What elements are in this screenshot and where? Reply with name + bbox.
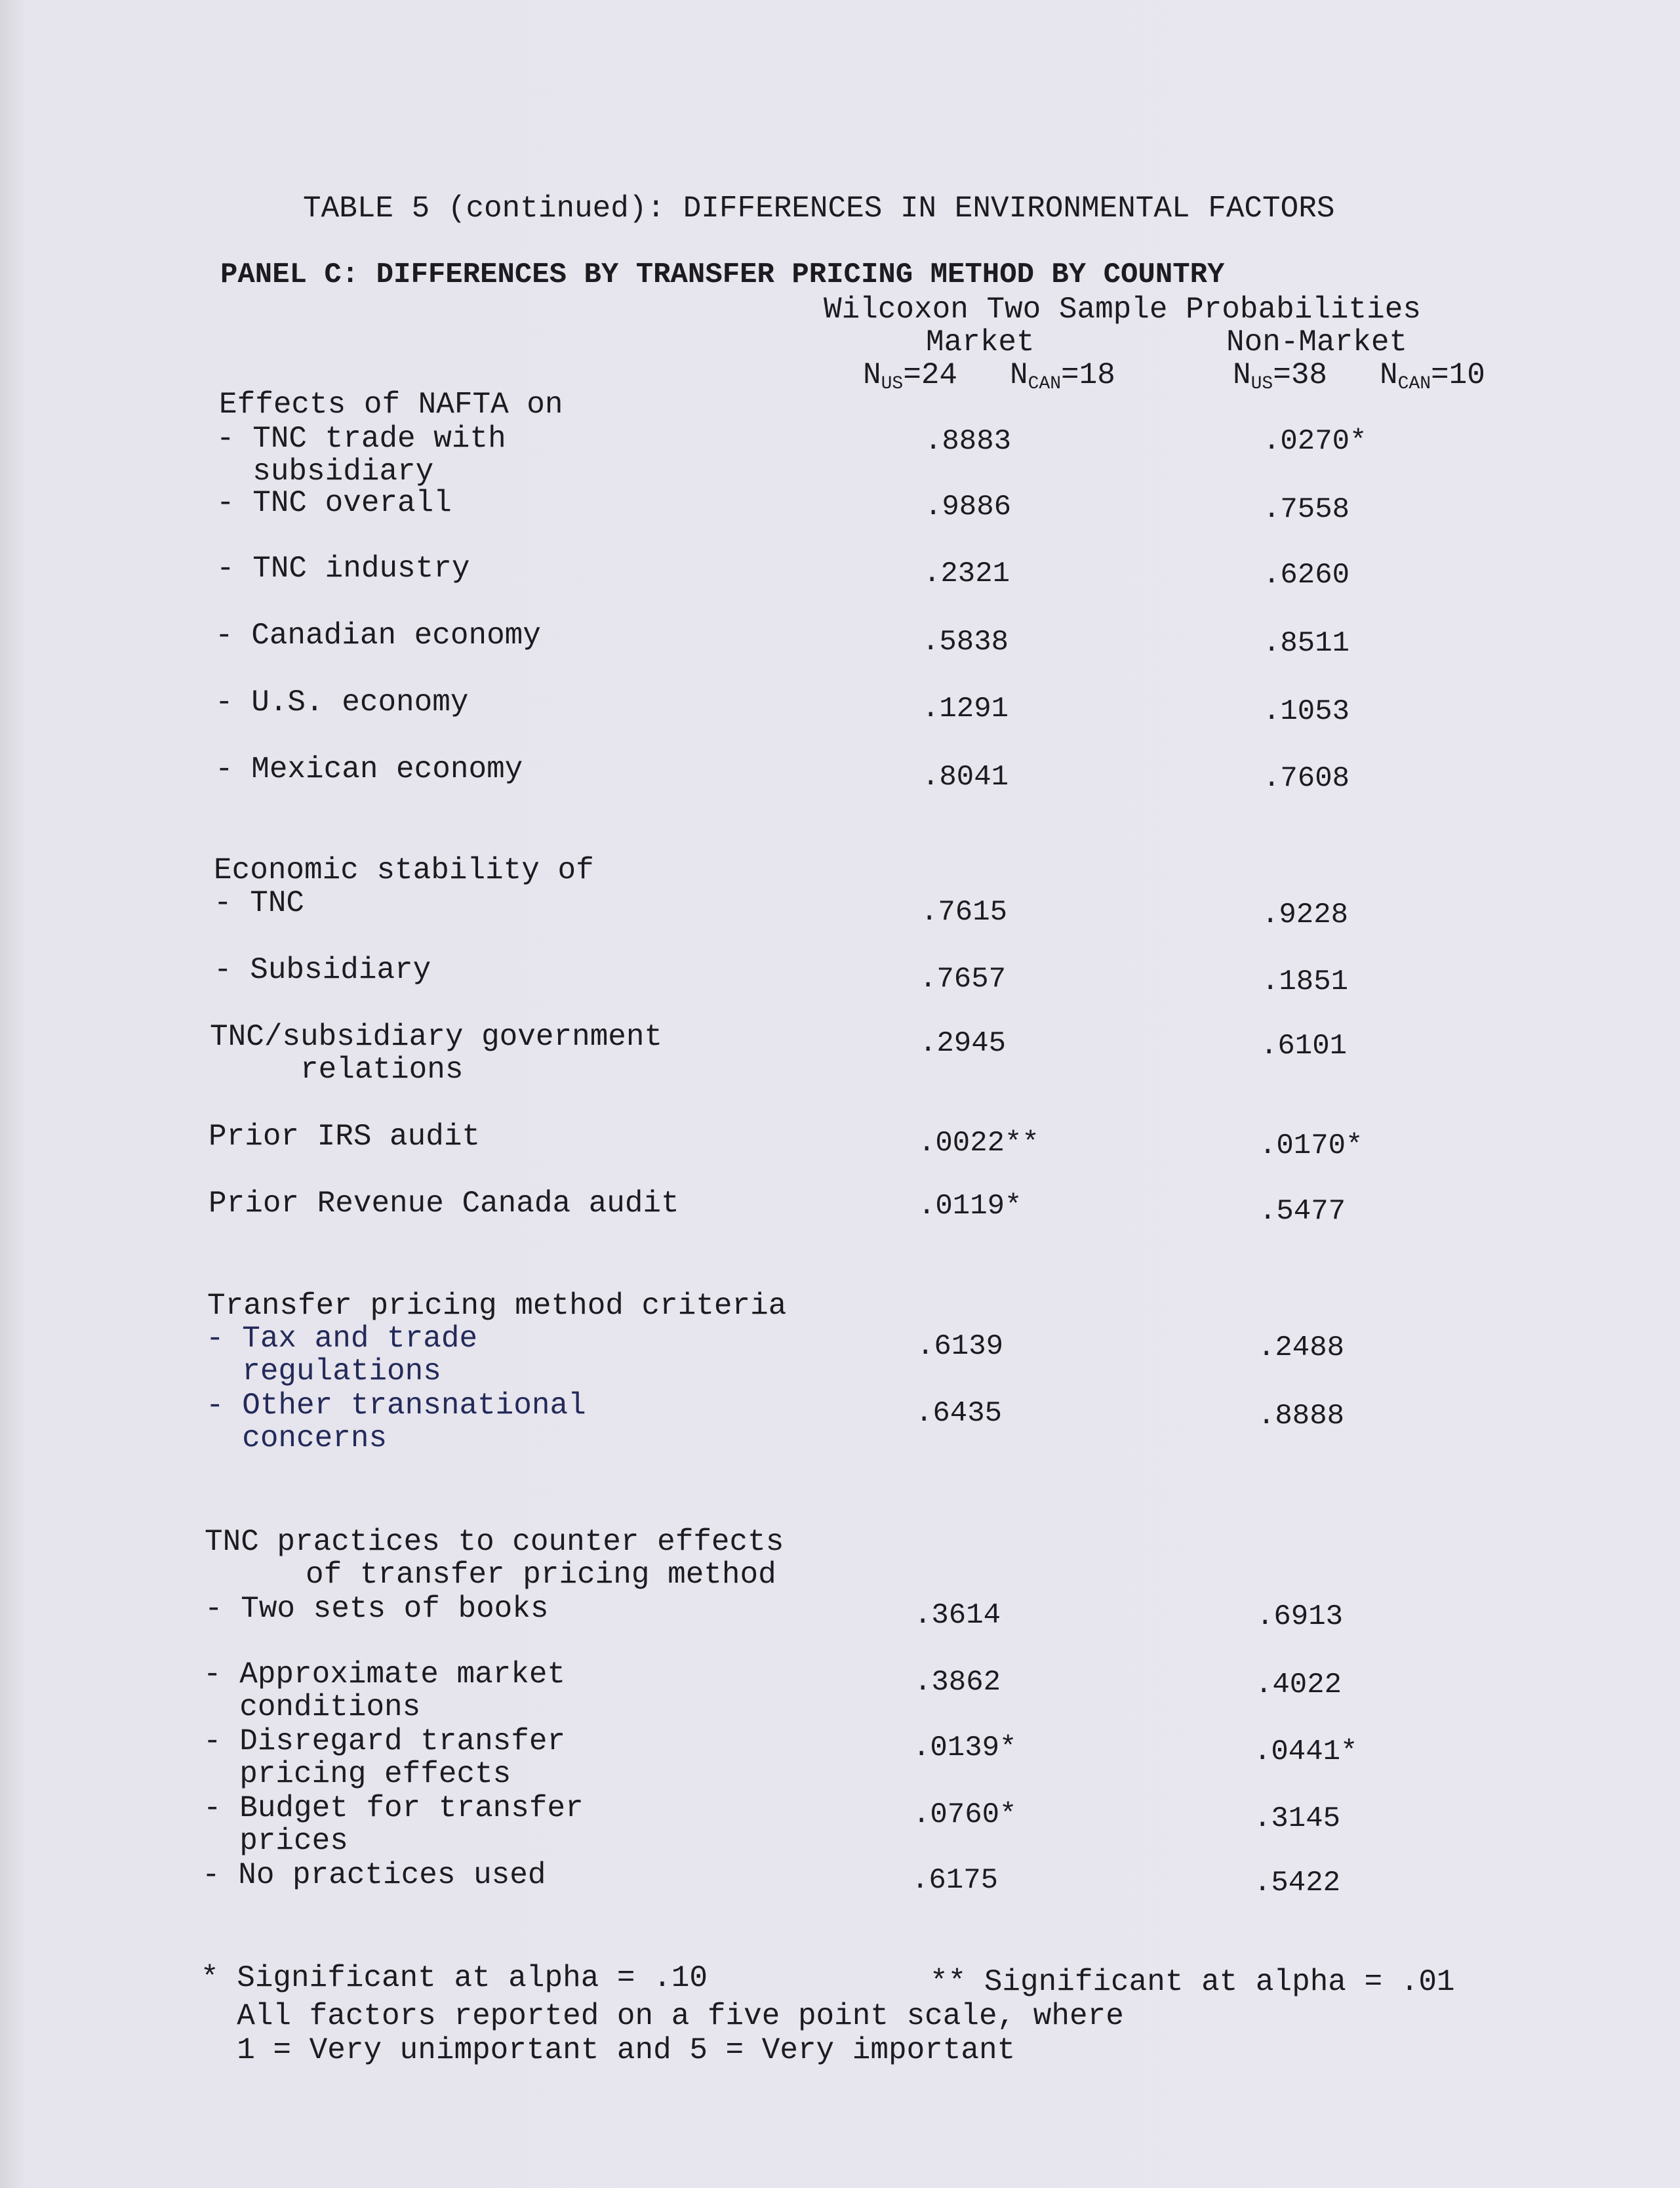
- market-value: .7657: [919, 963, 1007, 996]
- nonmarket-value: .1053: [1263, 695, 1350, 728]
- row-label: - Budget for transfer prices: [203, 1791, 584, 1858]
- row-label: - Tax and trade regulations: [206, 1322, 478, 1388]
- market-value: .2945: [919, 1027, 1007, 1060]
- market-value: .2321: [923, 557, 1010, 590]
- section-criteria: Transfer pricing method criteria: [207, 1289, 787, 1323]
- section-practices-cont: of transfer pricing method: [306, 1558, 776, 1592]
- footnote-sig-10: * Significant at alpha = .10: [201, 1961, 708, 1995]
- market-value: .5838: [922, 626, 1009, 658]
- nonmarket-value: .2488: [1258, 1331, 1345, 1364]
- market-value: .9886: [925, 491, 1012, 523]
- market-value: .3614: [914, 1599, 1001, 1632]
- market-value: .6435: [915, 1397, 1003, 1430]
- market-value: .8883: [925, 425, 1012, 458]
- nonmarket-value: .8888: [1258, 1400, 1345, 1432]
- market-value: .6175: [911, 1864, 999, 1897]
- header-market: Market: [926, 325, 1035, 359]
- nonmarket-value: .0170*: [1259, 1129, 1363, 1162]
- row-label: - Disregard transfer pricing effects: [203, 1724, 566, 1791]
- market-value: .0119*: [918, 1190, 1022, 1223]
- nonmarket-value: .9228: [1262, 899, 1349, 931]
- row-label: - Subsidiary: [214, 953, 431, 987]
- nonmarket-value: .6260: [1263, 559, 1350, 592]
- nonmarket-value: .0270*: [1263, 425, 1367, 458]
- nonmarket-value: .1851: [1262, 965, 1349, 998]
- section-stability: Economic stability of: [214, 853, 594, 887]
- nonmarket-value: .7608: [1263, 762, 1350, 795]
- row-label: - No practices used: [202, 1858, 546, 1892]
- nonmarket-value: .3145: [1254, 1802, 1341, 1835]
- panel-title: PANEL C: DIFFERENCES BY TRANSFER PRICING METHOD BY COUNTRY: [220, 258, 1225, 291]
- header-nonmarket: Non-Market: [1226, 325, 1408, 359]
- nonmarket-value: .5477: [1259, 1195, 1346, 1228]
- row-label: - TNC overall: [216, 486, 452, 520]
- footnote-sig-01: ** Significant at alpha = .01: [930, 1965, 1455, 1999]
- row-label: - Mexican economy: [215, 752, 523, 786]
- nonmarket-value: .8511: [1263, 627, 1350, 660]
- row-label: TNC/subsidiary government relations: [210, 1020, 663, 1087]
- row-label: - Two sets of books: [205, 1592, 549, 1626]
- header-market-n-us: $N_{US}=24$: [863, 358, 958, 394]
- market-value: .7615: [921, 896, 1008, 929]
- market-value: .0139*: [913, 1732, 1017, 1764]
- row-label: - U.S. economy: [215, 685, 469, 719]
- row-label: - TNC trade with subsidiary: [216, 422, 506, 489]
- footnote-scale-1: All factors reported on a five point scale, where: [201, 1999, 1124, 2033]
- footnote-scale-2: 1 = Very unimportant and 5 = Very important: [201, 2033, 1016, 2067]
- row-label: - Other transnational concerns: [206, 1388, 586, 1455]
- market-value: .0760*: [913, 1798, 1017, 1831]
- header-market-n-can: $N_{CAN}=18$: [1010, 358, 1115, 394]
- nonmarket-value: .5422: [1254, 1867, 1341, 1899]
- nonmarket-value: .0441*: [1254, 1735, 1358, 1768]
- header-main: Wilcoxon Two Sample Probabilities: [824, 293, 1421, 327]
- row-label: - TNC: [214, 886, 305, 920]
- nonmarket-value: .6101: [1260, 1030, 1348, 1063]
- row-label: - Approximate market conditions: [203, 1657, 566, 1724]
- nonmarket-value: .4022: [1255, 1669, 1342, 1701]
- market-value: .1291: [922, 693, 1009, 725]
- row-label: - Canadian economy: [215, 618, 541, 653]
- section-nafta: Effects of NAFTA on: [219, 388, 563, 422]
- market-value: .6139: [917, 1330, 1004, 1363]
- header-nonmarket-n-us: $N_{US}=38$: [1233, 358, 1328, 394]
- row-label: Prior Revenue Canada audit: [209, 1186, 679, 1221]
- market-value: .3862: [914, 1666, 1001, 1699]
- row-label: - TNC industry: [216, 552, 470, 586]
- market-value: .0022**: [918, 1127, 1039, 1160]
- header-nonmarket-n-can: $N_{CAN}=10$: [1380, 358, 1485, 394]
- nonmarket-value: .7558: [1263, 493, 1350, 526]
- market-value: .8041: [922, 761, 1009, 794]
- section-practices: TNC practices to counter effects: [205, 1525, 784, 1559]
- table-title: TABLE 5 (continued): DIFFERENCES IN ENVIRONMENTAL FACTORS: [303, 192, 1335, 226]
- nonmarket-value: .6913: [1256, 1600, 1344, 1633]
- row-label: Prior IRS audit: [209, 1120, 481, 1154]
